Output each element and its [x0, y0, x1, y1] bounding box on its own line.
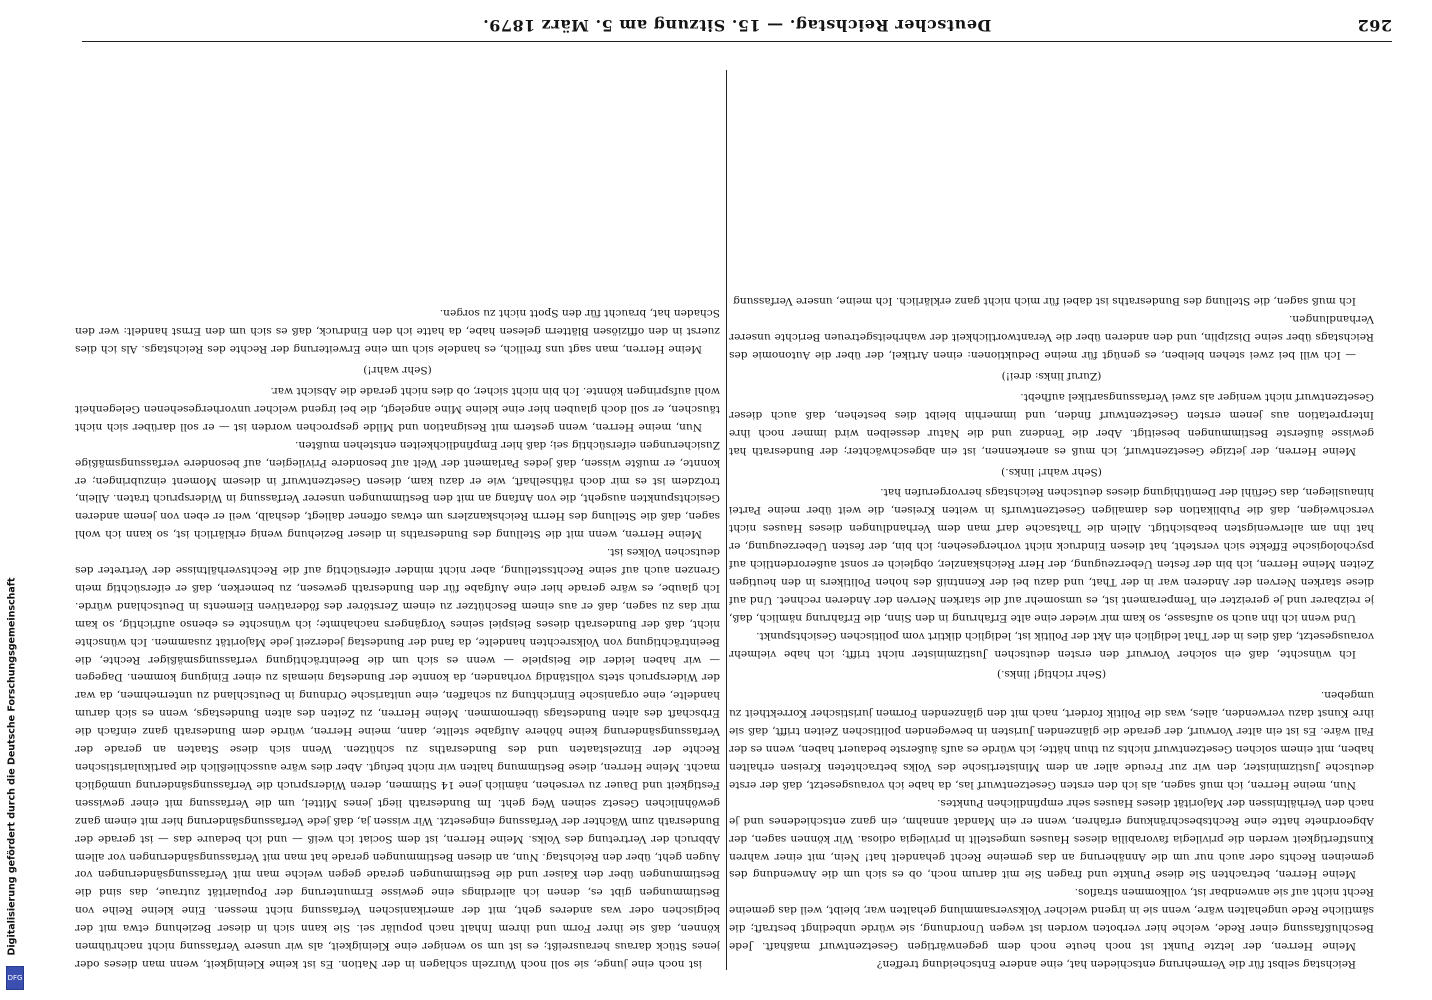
paragraph: Meine Herren, wenn mit die Stellung des Bundesraths in dieser Beziehung wenig erklärlich ist, so kann ich wohl sagen, daß die Stellung des Herrn Reichskanzlers um etwas offener daliegt, deshalb, weil er eben von jenem anderen Gesichtspunkten ausgeht, die von Anfang an mit den Bestimmungen unserer Verfassung in Widerspruch traten. Allein, trotzdem ist es mir doch räthselhaft, wie er dazu kam, diesen Gesetzentwurf in diesem Moment einzubringen; er konnte, er mußte wissen, daß jedes Parlament der Welt auf besondere Privilegien, auf besondere verfassungsmäßige Zusicherungen eifersüchtig sei; daß hier Empfindlichkeiten entstehen mußten.	[75, 438, 720, 541]
paragraph: Ich muß sagen, die Stellung des Bundesraths ist dabei für mich nicht ganz erklärlich. Ich meine, unsere Verfassung	[733, 295, 1356, 308]
paragraph: Meine Herren, der jetzige Gesetzentwurf, ich muß es anerkennen, ist ein abgeschwächter; der Bundesrath hat gewisse äußerste Bestimmungen beseitigt. Aber die Tendenz und die Natur desselben wird immer noch ihre Interpretation aus jenem ersten Gesetzentwurf finden, und immerhin bleibt dies bestehen, daß auch dieser Gesetzentwurf nicht weniger als zwei Verfassungsartikel aufhebt.	[729, 390, 1374, 457]
paragraph: Und wenn ich ihn auch so aufsasse, so kam mir wieder eine alte Erfahrung in den Sinn, die Erfahrung nämlich, daß, je reizbarer und je gereizter ein Temperament ist, es umsomehr auf die starken Nerven der Anderen rechnet. Und auf diese starken Nerven der Anderen war in der That, und dazu bei der Kenntniß des hohen Politikers in den heutigen Zeiten Meine Herren, ich bin der festen Ueberzeugung, der Herr Reichskanzler, obgleich er sonst außerordentlich auf psychologische Effekte sich versteht, hat diesen Eindruck nicht vorhergesehen; ich bin, der festen Ueberzeugung, er hat ihn am allerwenigsten beabsichtigt. Allein die Thatsache darf man dem Verhandlungen dieses Hauses nicht verschweigen, daß die Publikation des damaligen Gesetzentwurfs in weiten Kreisen, die weit über meine Partei hinausliegen, das Gefühl der Demüthigung dieses deutschen Reichstags hervorgerufen hat.	[729, 486, 1374, 624]
paragraph: Reichstag selbst für die Vermehrung entschieden hat, eine andere Entscheidung treffen?	[876, 958, 1356, 970]
paragraph: ist noch eine junge, sie soll noch Wurzeln schlagen in der Nation. Es ist keine Kleinigkeit, wenn man dieses oder jenes Stück daraus herausreißt; es ist um so weniger eine Kleinigkeit, als wir unsere Verfassung nicht nachrühmen können, daß sie ihrer Form und ihrem Inhalt nach populär sei. Sie kann sich in dieser Beziehung etwa mit der belgischen oder was anderes geht, mit der amerikanischen Verfassung nicht messen. Eine kleine Reihe von Bestimmungen gibt es, denen ich allerdings eine gewisse Ermunterung der Popularität zutraue, das sind die Bestimmungen über den Kaiser und die Bestimmungen gerade gegen welche man mit Verfassungsänderungen vor Augen geht, über den Reichstag. Nun, an diesen Bestimmungen gerade hat man mit Verfassungsänderungen vor allem Abbruch der Vertretung des Volks. Meine Herren, ist dem Sociat ich weiß — und ich bedaure das — ist gerade der Bundesrath zum Wächter der Verfassung eingesetzt. Wir wissen ja, daß jede Verfassungsänderung hier mit einem ganz gewöhnlichen Gesetz seinen Weg geht. Im Bundesrath liegt jenes Mittel, um die Verfassung mit einer gewissen Festigkeit und Dauer zu versehen, nämlich jene 14 Stimmen, deren Widerspruch die Verfassungsänderung unmöglich macht. Meine Herren, diese Bestimmung halten wir nicht befugt. Aber dies wäre ausschließlich die partikularistischen Rechte der Einzelstaaten und des Bundesraths zu schützen. Wenn sich diese Staaten an gerade der Verfassungsänderung keine höhere Aufgabe stellte, dann, meine Herren, würde dem Bundesrath ganz einfach die Erbschaft des alten Bundestags übernommen. Meine Herren, zu Zeiten des alten Bundestags, wenn es sich darum handelte, eine organische Einrichtung zu schaffen, eine unitarische Ordnung in Deutschland zu unternehmen, da war der Widerspruch stets vollständig vorhanden, da konnte der Bundestag niemals zu einer Einigung kommen. Dagegen — wir haben leider die Beispiele — wenn es sich um die Beeinträchtigung verfassungsmäßiger Rechte, die Beeinträchtigung von Volksrechten handelte, da fand der Bundestag jederzeit jede Majorität zusammen. Ich wünschte nicht, daß der Bundesrath dieses Beispiel seines Vorgängers nachahmte; ich wünschte es ebenso aufrichtig, so kam mir das zu sagen, daß er aus einem Beschützer zu einem Zerstörer des föderativen Elements in Deutschland würde. Ich glaube, es wäre gerade hier eine Aufgabe für den Bundesrath gewesen, zu bemerken, daß er eifersüchtig mein Grenzen auch auf seine Rechtsstellung, aber nicht minder eifersüchtig auf die Rechtsverhältnisse der Vertreter des deutschen Volkes ist.	[75, 546, 720, 970]
column-divider	[726, 70, 727, 970]
text-column-left	[729, 42, 1374, 972]
page-number: 262	[1357, 16, 1392, 35]
digitization-caption-text: Digitalisierung gefördert durch die Deutsche Forschungsgemeinschaft	[6, 577, 18, 956]
running-title: Deutscher Reichstag. — 15. Sitzung am 5. März 1879.	[482, 16, 992, 35]
dfg-logo: DFG	[6, 966, 24, 990]
scan-margin	[0, 0, 28, 1000]
interjection: (Sehr richtig! links.)	[996, 668, 1107, 681]
interjection: (Sehr wahr!)	[363, 364, 432, 377]
paragraph: Meine Herren, betrachten Sie diese Punkte und fragen Sie mit darum noch, ob es sich um die Anwendung des gemeinen Rechts oder auch nur um die Annäherung an das gemeine Recht gehandelt hat! Nein, mit einer wahren Kunstfertigkeit werden die privilegia favorabilia dieses Hauses umgestellt in privilegia odiosa. Wir können sagen, der Abgeordnete hatte eine Rechtsbeschränkung erfahren, wenn er ein Mandat annahm, ein ganz entschiedenes und je nach den Verhältnissen der Majorität dieses Hauses sehr empfindlichen Punktes.	[729, 796, 1374, 881]
interjection: (Zuruf links: drei!)	[1001, 370, 1102, 382]
paragraph: Nun, meine Herren, wenn gestern mit Resignation und Milde gesprochen worden ist — er soll darüber sich nicht täuschen, er soll doch glauben hier eine kleine Mine angelegt, die bei irgend welcher unvorhergesehenen Gelegenheit wohl aufspringen könnte. Ich bin nicht sicher, ob dies nicht gerade die Absicht war.	[75, 385, 720, 433]
digitization-caption	[2, 577, 22, 960]
page-header	[82, 11, 1392, 35]
paragraph: — Ich will bei zwei stehen bleiben, es genügt für meine Deduktionen: einen Artikel, der über die Autonomie des Reichstags über seine Disziplin, und den anderen über die Verantwortlichkeit der wahrheitsgetreuen Berichte unserer Verhandlungen.	[729, 313, 1374, 362]
paragraph: Meine Herren, der letzte Punkt ist noch heute noch dem gegenwärtigen Gesetzentwurf maßhaft. Jede Beschlußfassung einer Rede, welche hier verboten worden ist wegen Unordnung, sie würde unbedingt bestraft; die sämtliche Rede ungehalten wäre, wenn sie in irgend welcher Volksversammlung gehalten war, bleibt, weil das gemeine Recht nicht auf sie anwendbar ist, vollkommen straflos.	[729, 886, 1374, 953]
paragraph: Ich wünschte, daß ein solcher Vorwurf den ersten deutschen Justizminister nicht trifft; ich habe vielmehr vorausgesetzt, daß dies in der That lediglich ein Akt der Politik ist, lediglich diktirt vom politischen Gesichtspunkt.	[729, 629, 1374, 660]
interjection: (Sehr wahr! links.)	[1001, 465, 1102, 478]
paragraph: Nun, meine Herren, ich muß sagen, als ich den ersten Gesetzentwurf las, da habe ich vorausgesetzt, daß der erste deutsche Justizminister, den wir zur Freude aller an dem Ministertische des Volks betrachteten Kreisen erhalten haben, mit einem solchen Gesetzentwurf nichts zu thun hätte; ich würde es aufs äußerste bedauert haben, wenn es der Fall wäre. Es ist ein alter Vorwurf, der gerade die glänzenden Juristen in bewegenden politischen Zeiten trifft, daß sie ihre Kunst dazu verwenden, alles, was die Politik fordert, nach mit den glänzenden Formen juristischer Korrektheit zu umgeben.	[729, 689, 1374, 791]
text-column-right	[75, 42, 720, 972]
paragraph: Meine Herren, man sagt uns freilich, es handele sich um eine Erweiterung der Rechte des Reichstags. Als ich dies zuerst in den offiziösen Blättern gelesen habe, da hatte ich den Eindruck, daß es sich um den Ernst handelt: wer den Schaden hat, braucht für den Spott nicht zu sorgen.	[75, 307, 720, 356]
